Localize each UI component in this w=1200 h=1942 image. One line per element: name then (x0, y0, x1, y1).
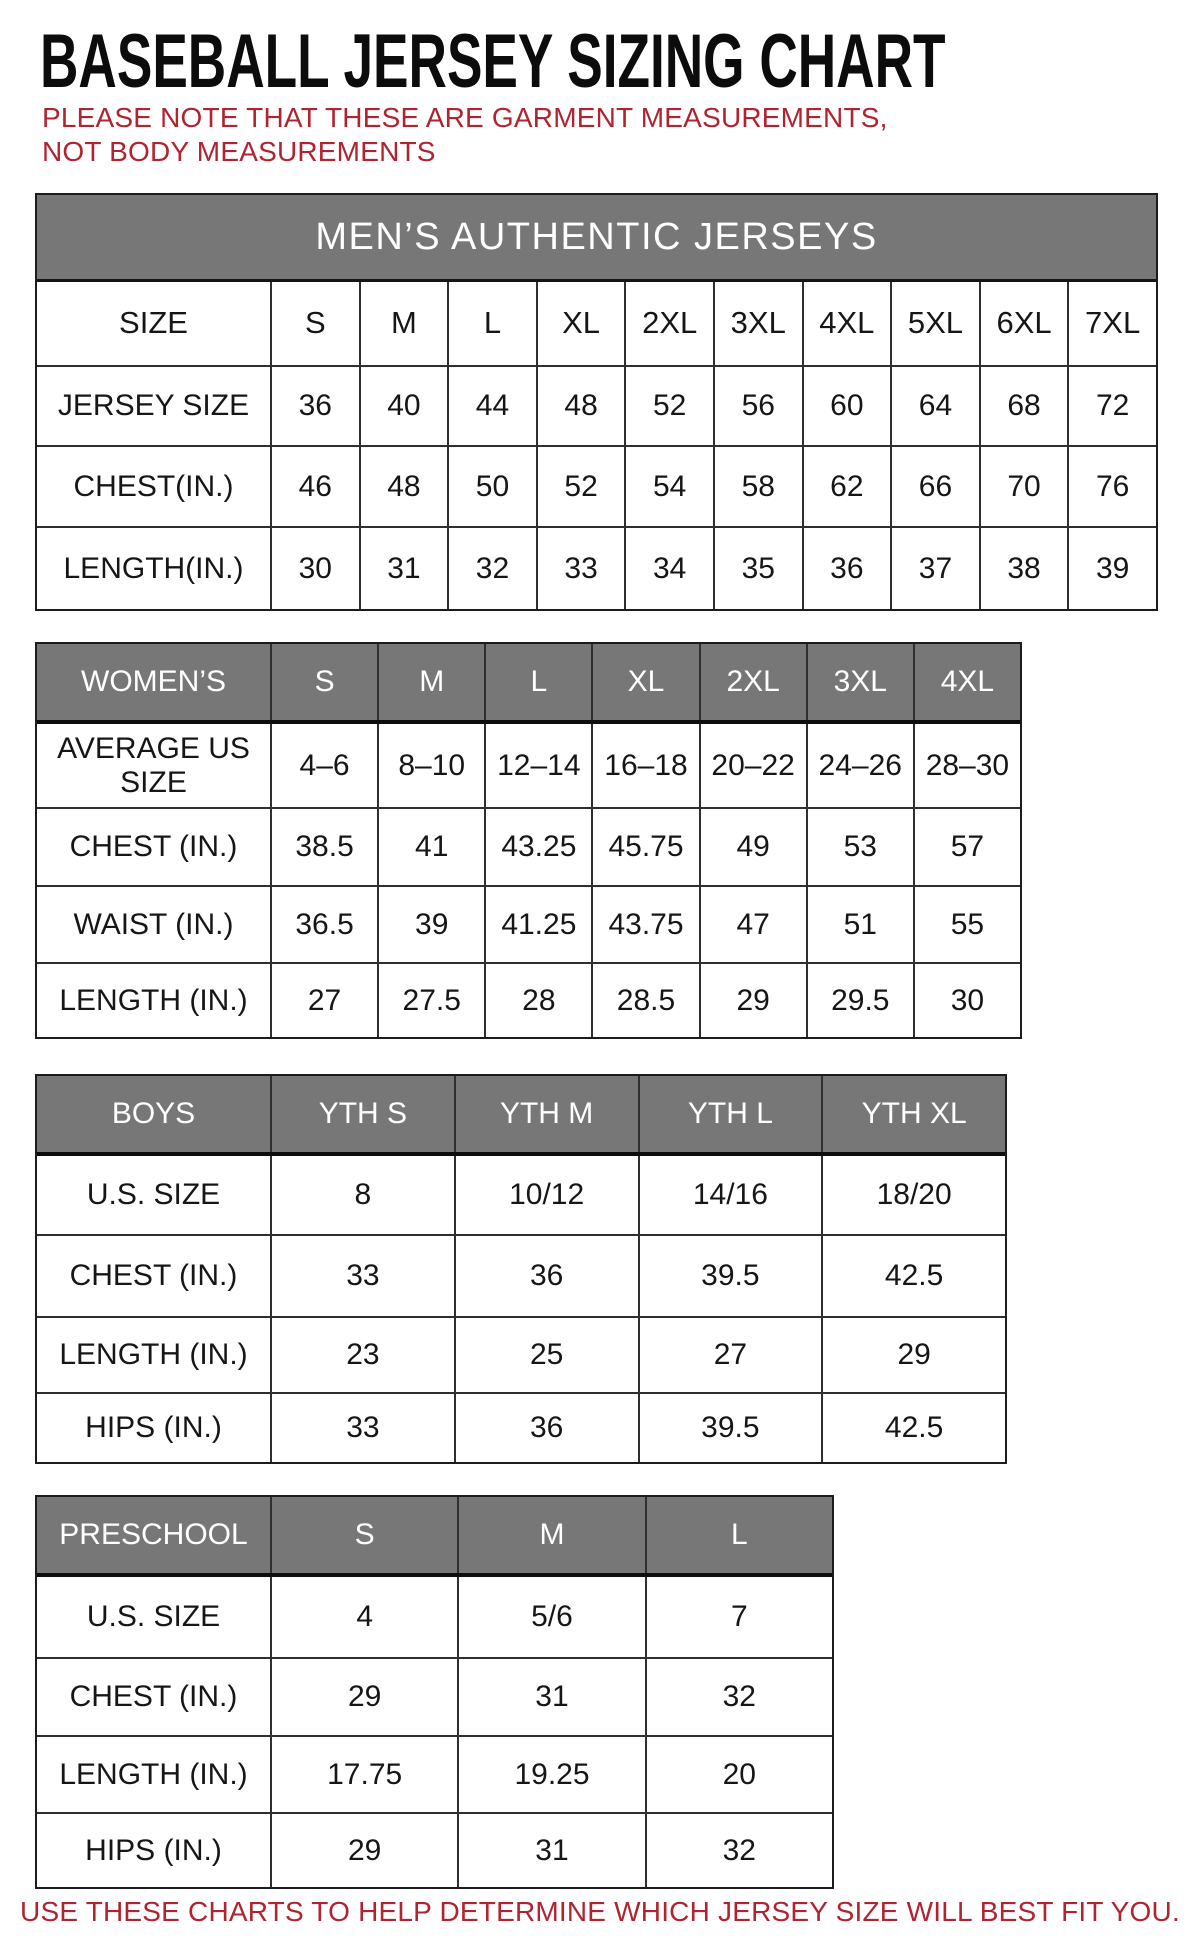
preschool-table (35, 1495, 834, 1889)
table-cell: 38.5 (270, 809, 377, 885)
table-cell: 55 (913, 887, 1020, 962)
table-row (37, 885, 1020, 962)
row-label: HIPS (IN.) (85, 1833, 222, 1867)
table-row (37, 1657, 832, 1735)
table-cell: 12–14 (484, 724, 591, 807)
table-cell: 39.5 (638, 1394, 822, 1462)
table-cell: 8–10 (377, 724, 484, 807)
column-header: 3XL (806, 644, 913, 720)
table-row (37, 807, 1020, 885)
table-cell: 35 (713, 528, 802, 609)
table-cell: 40 (359, 367, 448, 445)
table-cell: 8 (270, 1156, 454, 1234)
row-label: LENGTH (IN.) (59, 1757, 248, 1791)
table-cell: 56 (713, 367, 802, 445)
table-cell: 7 (645, 1577, 832, 1657)
table-cell: 32 (447, 528, 536, 609)
column-header: S (270, 644, 377, 720)
garment-measurement-note: PLEASE NOTE THAT THESE ARE GARMENT MEASUREMENTS, NOT BODY MEASUREMENTS (42, 102, 888, 167)
table-cell: 76 (1067, 447, 1156, 526)
column-header: 6XL (979, 282, 1068, 365)
table-cell: 38 (979, 528, 1068, 609)
column-header: M (377, 644, 484, 720)
table-cell: 29 (821, 1318, 1005, 1392)
table-row (37, 1316, 1005, 1392)
column-header: L (645, 1497, 832, 1573)
table-cell: 20 (645, 1737, 832, 1812)
table-cell: 4–6 (270, 724, 377, 807)
table-cell: 27 (270, 964, 377, 1037)
table-cell: 41 (377, 809, 484, 885)
table-cell: 43.25 (484, 809, 591, 885)
table-cell: 57 (913, 809, 1020, 885)
table-cell: 46 (270, 447, 359, 526)
table-cell: 28 (484, 964, 591, 1037)
table-cell: 70 (979, 447, 1068, 526)
column-header: WOMEN’S (81, 665, 226, 699)
table-cell: 10/12 (454, 1156, 638, 1234)
table-cell: 54 (624, 447, 713, 526)
column-header: 5XL (890, 282, 979, 365)
column-header: M (457, 1497, 644, 1573)
table-cell: 64 (890, 367, 979, 445)
table-cell: 53 (806, 809, 913, 885)
column-header: YTH M (454, 1076, 638, 1152)
table-row (37, 1735, 832, 1812)
row-label: JERSEY SIZE (57, 389, 250, 423)
table-cell: 48 (536, 367, 625, 445)
table-cell: 72 (1067, 367, 1156, 445)
table-cell: 30 (270, 528, 359, 609)
table-row (37, 365, 1156, 445)
table-cell: 43.75 (591, 887, 698, 962)
column-header: S (270, 282, 359, 365)
table-row (37, 1812, 832, 1887)
table-cell: 62 (802, 447, 891, 526)
table-cell: 50 (447, 447, 536, 526)
table-row (37, 1234, 1005, 1316)
table-cell: 37 (890, 528, 979, 609)
table-cell: 33 (536, 528, 625, 609)
table-row (37, 445, 1156, 526)
mens-band-title: MEN’S AUTHENTIC JERSEYS (37, 195, 1156, 282)
header-row (37, 1076, 1005, 1156)
column-header: XL (591, 644, 698, 720)
table-cell: 27.5 (377, 964, 484, 1037)
table-cell: 33 (270, 1394, 454, 1462)
table-cell: 5/6 (457, 1577, 644, 1657)
column-header: YTH L (638, 1076, 822, 1152)
row-label: HIPS (IN.) (85, 1411, 222, 1445)
table-cell: 42.5 (821, 1236, 1005, 1316)
table-cell: 28.5 (591, 964, 698, 1037)
row-label: CHEST (IN.) (69, 830, 238, 864)
column-header: 4XL (802, 282, 891, 365)
row-label: CHEST(IN.) (73, 469, 234, 503)
table-cell: 51 (806, 887, 913, 962)
table-cell: 39.5 (638, 1236, 822, 1316)
mens-table (35, 193, 1158, 611)
column-header: XL (536, 282, 625, 365)
row-label: AVERAGE US SIZE (57, 731, 250, 799)
table-cell: 68 (979, 367, 1068, 445)
row-label: WAIST (IN.) (73, 907, 234, 941)
table-row (37, 724, 1020, 807)
table-cell: 60 (802, 367, 891, 445)
table-row (37, 1156, 1005, 1234)
column-header: BOYS (111, 1097, 196, 1131)
table-cell: 30 (913, 964, 1020, 1037)
column-header: YTH S (270, 1076, 454, 1152)
page-title (40, 19, 1200, 104)
table-cell: 36 (454, 1394, 638, 1462)
row-label: U.S. SIZE (86, 1178, 221, 1212)
table-row (37, 526, 1156, 609)
column-header: 4XL (913, 644, 1020, 720)
table-cell: 36.5 (270, 887, 377, 962)
table-cell: 24–26 (806, 724, 913, 807)
table-cell: 39 (377, 887, 484, 962)
table-cell: 42.5 (821, 1394, 1005, 1462)
page-title-text: BASEBALL JERSEY SIZING CHART (40, 19, 946, 104)
table-cell: 31 (457, 1814, 644, 1887)
table-cell: 32 (645, 1814, 832, 1887)
table-cell: 34 (624, 528, 713, 609)
column-header: L (484, 644, 591, 720)
table-cell: 29 (270, 1659, 457, 1735)
row-label: CHEST (IN.) (69, 1680, 238, 1714)
table-cell: 31 (359, 528, 448, 609)
column-header: M (359, 282, 448, 365)
column-header: PRESCHOOL (59, 1518, 248, 1552)
table-cell: 49 (699, 809, 806, 885)
table-cell: 18/20 (821, 1156, 1005, 1234)
table-row (37, 1392, 1005, 1462)
table-cell: 33 (270, 1236, 454, 1316)
table-cell: 19.25 (457, 1737, 644, 1812)
table-cell: 25 (454, 1318, 638, 1392)
header-row (37, 644, 1020, 724)
table-cell: 29 (699, 964, 806, 1037)
table-cell: 36 (454, 1236, 638, 1316)
row-label: LENGTH (IN.) (59, 1338, 248, 1372)
table-cell: 29.5 (806, 964, 913, 1037)
table-row (37, 1577, 832, 1657)
table-cell: 29 (270, 1814, 457, 1887)
column-header: 2XL (699, 644, 806, 720)
column-header: 7XL (1067, 282, 1156, 365)
table-cell: 44 (447, 367, 536, 445)
table-cell: 52 (624, 367, 713, 445)
row-label: CHEST (IN.) (69, 1259, 238, 1293)
column-header: S (270, 1497, 457, 1573)
row-label: LENGTH (IN.) (59, 983, 248, 1017)
table-cell: 52 (536, 447, 625, 526)
row-label: LENGTH(IN.) (63, 551, 244, 585)
table-cell: 17.75 (270, 1737, 457, 1812)
row-label: U.S. SIZE (86, 1600, 221, 1634)
column-header: 2XL (624, 282, 713, 365)
table-cell: 47 (699, 887, 806, 962)
table-cell: 4 (270, 1577, 457, 1657)
table-cell: 36 (270, 367, 359, 445)
footer-note: USE THESE CHARTS TO HELP DETERMINE WHICH JERSEY SIZE WILL BEST FIT YOU. (20, 1896, 1180, 1927)
table-cell: 41.25 (484, 887, 591, 962)
table-cell: 20–22 (699, 724, 806, 807)
table-cell: 23 (270, 1318, 454, 1392)
table-cell: 58 (713, 447, 802, 526)
table-cell: 45.75 (591, 809, 698, 885)
table-cell: 48 (359, 447, 448, 526)
table-cell: 28–30 (913, 724, 1020, 807)
boys-table (35, 1074, 1007, 1464)
column-header: YTH XL (821, 1076, 1005, 1152)
column-header: 3XL (713, 282, 802, 365)
table-cell: 16–18 (591, 724, 698, 807)
table-row (37, 962, 1020, 1037)
table-cell: 14/16 (638, 1156, 822, 1234)
table-cell: 31 (457, 1659, 644, 1735)
womens-table (35, 642, 1022, 1039)
table-cell: 32 (645, 1659, 832, 1735)
column-header: SIZE (119, 305, 188, 341)
table-cell: 36 (802, 528, 891, 609)
table-cell: 66 (890, 447, 979, 526)
table-cell: 39 (1067, 528, 1156, 609)
column-header: L (447, 282, 536, 365)
header-row (37, 1497, 832, 1577)
table-cell: 27 (638, 1318, 822, 1392)
header-row (37, 282, 1156, 365)
